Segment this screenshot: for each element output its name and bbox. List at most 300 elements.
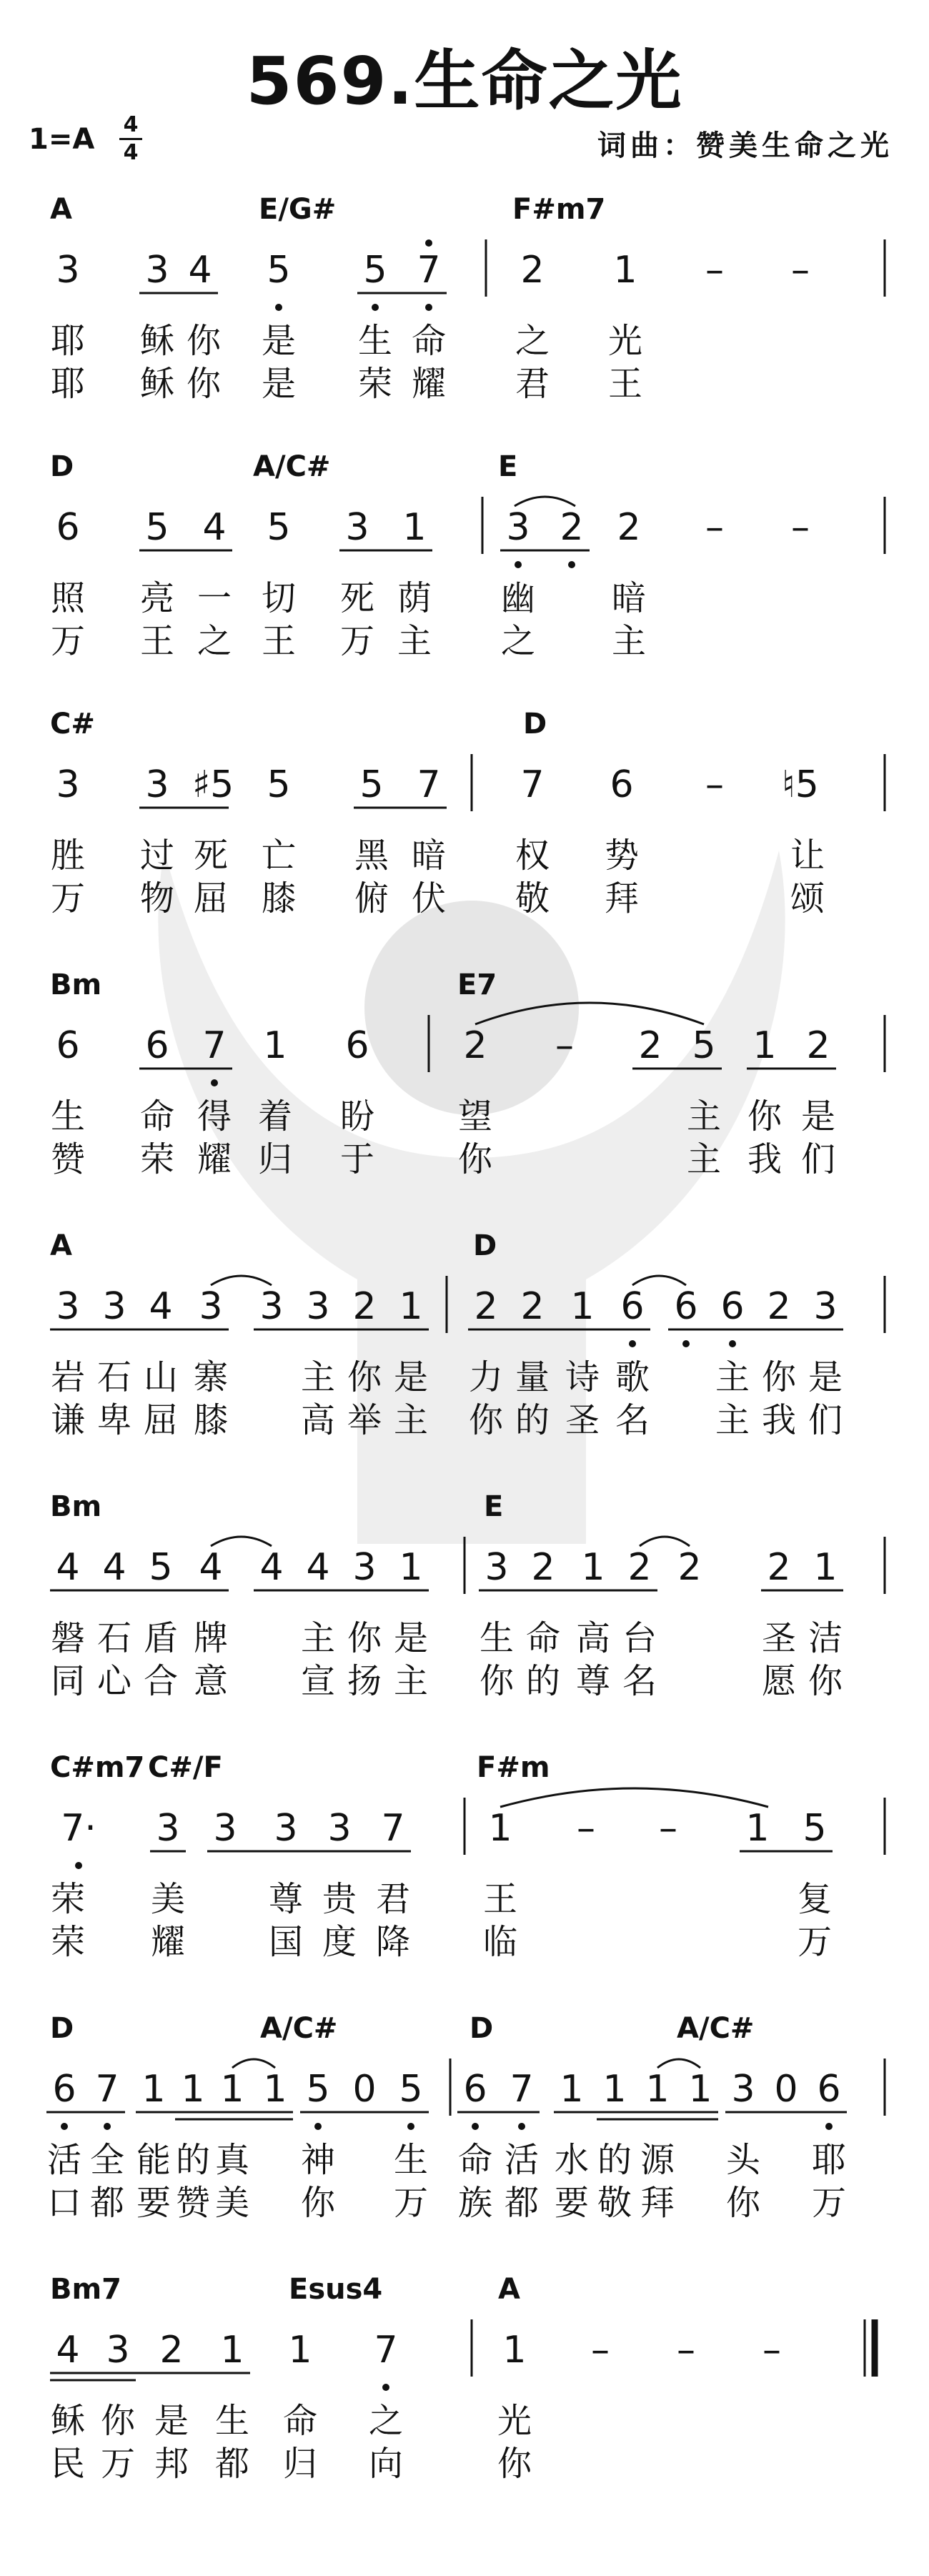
note: 5 <box>145 506 169 549</box>
lyric-verse-2: 要 <box>136 2183 171 2223</box>
lyric-verse-2: 膝 <box>193 1400 228 1440</box>
note: 2 <box>677 1546 702 1589</box>
lyric-verse-2: 你 <box>808 1661 843 1701</box>
lyric-verse-2: 邦 <box>154 2444 189 2484</box>
note: 2 <box>463 1024 487 1067</box>
chord-symbol: F#m <box>477 1751 550 1784</box>
lyric-verse-1: 暗 <box>611 578 646 618</box>
lyric-verse-1: 生 <box>393 2140 428 2180</box>
note: 4 <box>202 506 227 549</box>
lyric-verse-1: 权 <box>515 836 550 876</box>
lyric-verse-2: 物 <box>139 878 174 918</box>
note: 6 <box>463 2068 487 2111</box>
note: – <box>591 2329 610 2372</box>
note: 1 <box>488 1807 512 1850</box>
chord-symbol: A/C# <box>253 450 331 483</box>
note: 6 <box>345 1024 369 1067</box>
lyric-verse-2: 荣 <box>50 1922 85 1962</box>
lyric-verse-2: 耶 <box>50 364 85 404</box>
note: ♮5 <box>782 763 819 806</box>
note: 2 <box>520 1285 545 1328</box>
lyric-verse-2: 度 <box>322 1922 357 1962</box>
lyric-verse-1: 是 <box>393 1618 428 1658</box>
note: 5 <box>267 763 291 806</box>
lyric-verse-1: 势 <box>604 836 639 876</box>
note: 5 <box>306 2068 330 2111</box>
lyric-verse-1: 活 <box>46 2140 81 2180</box>
lyric-verse-2: 归 <box>282 2444 317 2484</box>
lyric-verse-2: 合 <box>143 1661 178 1701</box>
chord-symbol: D <box>470 2012 494 2045</box>
note: 1 <box>813 1546 838 1589</box>
lyric-verse-1: 生 <box>50 1096 85 1136</box>
lyric-verse-1: 你 <box>347 1618 382 1658</box>
note: 3 <box>145 763 169 806</box>
lyric-verse-1: 盼 <box>339 1096 374 1136</box>
lyric-verse-2: 王 <box>261 621 296 661</box>
lyric-verse-2: 颂 <box>790 878 825 918</box>
note: 1 <box>745 1807 770 1850</box>
note: – <box>659 1807 677 1850</box>
note: 7· <box>61 1807 96 1850</box>
lyric-verse-1: 是 <box>154 2401 189 2441</box>
note: 7 <box>510 2068 534 2111</box>
lyric-verse-1: 主 <box>715 1357 750 1397</box>
note: 5 <box>149 1546 173 1589</box>
lyric-verse-2: 降 <box>375 1922 410 1962</box>
lyric-verse-2: 俯 <box>354 878 389 918</box>
note: 7 <box>202 1024 227 1067</box>
note: 2 <box>638 1024 662 1067</box>
lyric-verse-1: 稣 <box>139 321 174 361</box>
lyric-verse-2: 们 <box>808 1400 843 1440</box>
note: 2 <box>352 1285 377 1328</box>
low-octave-dot <box>275 304 282 311</box>
lyric-verse-1: 石 <box>96 1618 131 1658</box>
note: ♯5 <box>192 763 234 806</box>
note: 6 <box>720 1285 745 1328</box>
lyric-verse-2: 屈 <box>143 1400 178 1440</box>
note: – <box>577 1807 595 1850</box>
lyric-verse-2: 卑 <box>96 1400 131 1440</box>
lyric-verse-1: 命 <box>139 1096 174 1136</box>
lyric-verse-1: 源 <box>640 2140 675 2180</box>
low-octave-dot <box>515 561 522 568</box>
low-octave-dot <box>372 304 379 311</box>
lyric-verse-2: 扬 <box>347 1661 382 1701</box>
lyric-verse-1: 王 <box>482 1879 517 1919</box>
lyric-verse-1: 全 <box>89 2140 124 2180</box>
lyric-verse-1: 荫 <box>397 578 432 618</box>
lyric-verse-1: 之 <box>368 2401 403 2441</box>
slur <box>515 497 575 506</box>
lyric-verse-1: 你 <box>761 1357 796 1397</box>
lyric-verse-2: 万 <box>797 1922 832 1962</box>
note: 2 <box>520 249 545 292</box>
note: 1 <box>581 1546 605 1589</box>
lyric-verse-1: 是 <box>261 321 296 361</box>
lyric-verse-1: 幽 <box>500 578 535 618</box>
lyric-verse-2: 主 <box>393 1661 428 1701</box>
note: 5 <box>803 1807 827 1850</box>
lyric-verse-2: 名 <box>615 1400 650 1440</box>
lyric-verse-2: 们 <box>800 1139 835 1179</box>
note: 3 <box>106 2329 130 2372</box>
chord-symbol: A/C# <box>677 2012 755 2045</box>
lyric-verse-2: 万 <box>811 2183 846 2223</box>
slur <box>211 1537 272 1546</box>
lyric-verse-1: 耶 <box>811 2140 846 2180</box>
note: 3 <box>213 1807 237 1850</box>
chord-symbol: D <box>523 708 547 740</box>
lyric-verse-1: 是 <box>393 1357 428 1397</box>
note: 5 <box>363 249 387 292</box>
note: 0 <box>774 2068 798 2111</box>
lyric-verse-1: 光 <box>497 2401 532 2441</box>
lyric-verse-2: 王 <box>139 621 174 661</box>
lyric-verse-1: 美 <box>150 1879 185 1919</box>
lyric-verse-1: 得 <box>197 1096 232 1136</box>
lyric-verse-1: 石 <box>96 1357 131 1397</box>
lyric-verse-1: 磐 <box>50 1618 85 1658</box>
note: 1 <box>141 2068 166 2111</box>
lyric-verse-2: 都 <box>214 2444 249 2484</box>
lyric-verse-2: 之 <box>197 621 232 661</box>
lyric-verse-2: 万 <box>339 621 374 661</box>
low-octave-dot <box>382 2384 389 2391</box>
note: 6 <box>52 2068 76 2111</box>
note: 2 <box>627 1546 652 1589</box>
note: 1 <box>502 2329 527 2372</box>
low-octave-dot <box>407 2123 414 2130</box>
lyric-verse-1: 圣 <box>761 1618 796 1658</box>
lyric-verse-2: 万 <box>50 621 85 661</box>
lyric-verse-1: 你 <box>347 1357 382 1397</box>
note: 1 <box>399 1285 423 1328</box>
chord-symbol: E <box>498 450 518 483</box>
chord-symbol: E/G# <box>259 193 337 226</box>
chord-symbol: Esus4 <box>289 2273 383 2306</box>
lyric-verse-2: 你 <box>497 2444 532 2484</box>
low-octave-dot <box>61 2123 68 2130</box>
lyric-verse-2: 你 <box>300 2183 335 2223</box>
note: 4 <box>188 249 212 292</box>
lyric-verse-1: 的 <box>597 2140 632 2180</box>
note: – <box>705 763 724 806</box>
lyric-verse-2: 伏 <box>411 878 446 918</box>
lyric-verse-2: 主 <box>686 1139 721 1179</box>
lyric-verse-2: 都 <box>89 2183 124 2223</box>
lyric-verse-1: 生 <box>357 321 392 361</box>
lyric-verse-1: 牌 <box>193 1618 228 1658</box>
note: 7 <box>374 2329 398 2372</box>
lyric-verse-1: 亮 <box>139 578 174 618</box>
note: 0 <box>352 2068 377 2111</box>
note: – <box>791 506 810 549</box>
note: 4 <box>102 1546 126 1589</box>
low-octave-dot <box>104 2123 111 2130</box>
low-octave-dot <box>425 304 432 311</box>
lyric-verse-2: 主 <box>397 621 432 661</box>
lyric-verse-1: 台 <box>622 1618 657 1658</box>
high-octave-dot <box>425 239 432 247</box>
note: 7 <box>417 763 441 806</box>
lyric-verse-2: 你 <box>479 1661 514 1701</box>
note: 3 <box>485 1546 509 1589</box>
note: 6 <box>56 1024 80 1067</box>
lyric-verse-2: 主 <box>611 621 646 661</box>
lyric-verse-1: 胜 <box>50 836 85 876</box>
note: 3 <box>327 1807 352 1850</box>
lyric-verse-2: 归 <box>257 1139 292 1179</box>
lyric-verse-2: 临 <box>482 1922 517 1962</box>
lyric-verse-2: 民 <box>50 2444 85 2484</box>
lyric-verse-2: 主 <box>393 1400 428 1440</box>
lyric-verse-1: 光 <box>607 321 642 361</box>
lyric-verse-2: 名 <box>622 1661 657 1701</box>
lyric-verse-2: 你 <box>186 364 221 404</box>
note: 3 <box>506 506 530 549</box>
lyric-verse-1: 君 <box>375 1879 410 1919</box>
low-octave-dot <box>682 1340 690 1347</box>
chord-symbol: D <box>473 1229 497 1262</box>
note: 6 <box>674 1285 698 1328</box>
lyric-verse-1: 你 <box>186 321 221 361</box>
lyric-verse-2: 你 <box>725 2183 760 2223</box>
note: 1 <box>613 249 637 292</box>
note: 3 <box>156 1807 180 1850</box>
chord-symbol: A <box>50 193 72 226</box>
note: 4 <box>56 2329 80 2372</box>
note: 5 <box>267 506 291 549</box>
note: 2 <box>159 2329 184 2372</box>
slur <box>657 2059 700 2068</box>
note: 6 <box>145 1024 169 1067</box>
note: 3 <box>259 1285 284 1328</box>
lyric-verse-2: 尊 <box>575 1661 610 1701</box>
note: 6 <box>817 2068 841 2111</box>
note: 4 <box>56 1546 80 1589</box>
note: 1 <box>288 2329 312 2372</box>
lyric-verse-2: 族 <box>457 2183 492 2223</box>
lyric-verse-1: 命 <box>525 1618 560 1658</box>
low-octave-dot <box>75 1862 82 1869</box>
lyric-verse-2: 膝 <box>261 878 296 918</box>
note: 1 <box>263 1024 287 1067</box>
lyric-verse-2: 王 <box>607 364 642 404</box>
note: 3 <box>274 1807 298 1850</box>
chord-symbol: A <box>50 1229 72 1262</box>
lyric-verse-2: 赞 <box>175 2183 210 2223</box>
lyric-verse-1: 过 <box>139 836 174 876</box>
note: 7 <box>520 763 545 806</box>
lyric-verse-1: 命 <box>282 2401 317 2441</box>
lyric-verse-2: 宣 <box>300 1661 335 1701</box>
chord-symbol: C# <box>50 708 95 740</box>
note: 5 <box>359 763 384 806</box>
lyric-verse-2: 赞 <box>50 1139 85 1179</box>
lyric-verse-1: 真 <box>214 2140 249 2180</box>
lyric-verse-1: 着 <box>257 1096 292 1136</box>
lyric-verse-1: 一 <box>197 578 232 618</box>
chord-symbol: F#m7 <box>512 193 606 226</box>
note: – <box>555 1024 574 1067</box>
lyric-verse-2: 美 <box>214 2183 249 2223</box>
note: 3 <box>56 1285 80 1328</box>
note: 3 <box>731 2068 755 2111</box>
lyric-verse-2: 敬 <box>515 878 550 918</box>
lyric-verse-1: 活 <box>504 2140 539 2180</box>
lyric-verse-1: 切 <box>261 578 296 618</box>
lyric-verse-2: 拜 <box>640 2183 675 2223</box>
chord-symbol: C#/F <box>148 1751 223 1784</box>
note: – <box>762 2329 781 2372</box>
lyric-verse-2: 举 <box>347 1400 382 1440</box>
lyric-verse-1: 寨 <box>193 1357 228 1397</box>
low-octave-dot <box>729 1340 736 1347</box>
lyric-verse-1: 命 <box>411 321 446 361</box>
lyric-verse-2: 拜 <box>604 878 639 918</box>
low-octave-dot <box>211 1079 218 1086</box>
slur <box>232 2059 275 2068</box>
note: 2 <box>767 1546 791 1589</box>
lyric-verse-2: 万 <box>50 878 85 918</box>
note: – <box>677 2329 695 2372</box>
lyric-verse-2: 于 <box>339 1139 374 1179</box>
lyric-verse-2: 高 <box>300 1400 335 1440</box>
lyric-verse-2: 敬 <box>597 2183 632 2223</box>
lyric-verse-2: 稣 <box>139 364 174 404</box>
key-signature: 1=A <box>29 123 95 156</box>
lyric-verse-1: 黑 <box>354 836 389 876</box>
note: – <box>791 249 810 292</box>
lyric-verse-2: 我 <box>747 1139 782 1179</box>
lyric-verse-1: 之 <box>515 321 550 361</box>
lyric-verse-2: 荣 <box>357 364 392 404</box>
note: 3 <box>102 1285 126 1328</box>
note: – <box>705 249 724 292</box>
lyric-verse-1: 主 <box>300 1357 335 1397</box>
lyric-verse-2: 向 <box>368 2444 403 2484</box>
note: 1 <box>181 2068 205 2111</box>
lyric-verse-1: 歌 <box>615 1357 650 1397</box>
note: 6 <box>620 1285 645 1328</box>
lyric-verse-1: 让 <box>790 836 825 876</box>
note: 7 <box>417 249 441 292</box>
note: 5 <box>692 1024 716 1067</box>
low-octave-dot <box>518 2123 525 2130</box>
slur <box>632 1276 686 1285</box>
lyric-verse-1: 的 <box>175 2140 210 2180</box>
note: 4 <box>149 1285 173 1328</box>
lyric-verse-2: 之 <box>500 621 535 661</box>
note: 2 <box>474 1285 498 1328</box>
low-octave-dot <box>629 1340 636 1347</box>
lyric-verse-2: 你 <box>468 1400 503 1440</box>
lyric-verse-1: 高 <box>575 1618 610 1658</box>
lyric-verse-1: 照 <box>50 578 85 618</box>
time-signature-bottom: 4 <box>123 140 139 165</box>
lyric-verse-1: 暗 <box>411 836 446 876</box>
lyric-verse-2: 要 <box>554 2183 589 2223</box>
song-credit: 词曲：赞美生命之光 <box>597 129 893 162</box>
note: 1 <box>402 506 427 549</box>
lyric-verse-2: 主 <box>715 1400 750 1440</box>
note: 6 <box>56 506 80 549</box>
note: 1 <box>220 2068 244 2111</box>
lyric-verse-1: 望 <box>457 1096 492 1136</box>
lyric-verse-1: 尊 <box>268 1879 303 1919</box>
lyric-verse-1: 盾 <box>143 1618 178 1658</box>
lyric-verse-2: 君 <box>515 364 550 404</box>
lyric-verse-1: 你 <box>100 2401 135 2441</box>
note: 1 <box>570 1285 595 1328</box>
note: 7 <box>95 2068 119 2111</box>
lyric-verse-1: 量 <box>515 1357 550 1397</box>
chord-symbol: C#m7 <box>50 1751 145 1784</box>
lyric-verse-1: 生 <box>479 1618 514 1658</box>
note: 4 <box>259 1546 284 1589</box>
chord-symbol: D <box>50 450 74 483</box>
note: 1 <box>263 2068 287 2111</box>
slur <box>211 1276 272 1285</box>
note: 2 <box>531 1546 555 1589</box>
chord-symbol: D <box>50 2012 74 2045</box>
lyric-verse-2: 耀 <box>197 1139 232 1179</box>
note: – <box>705 506 724 549</box>
lyric-verse-1: 主 <box>686 1096 721 1136</box>
page-title: 569.生命之光 <box>246 43 683 119</box>
lyric-verse-1: 死 <box>193 836 228 876</box>
note: 3 <box>345 506 369 549</box>
lyric-verse-1: 神 <box>300 2140 335 2180</box>
slur <box>640 1537 690 1546</box>
lyric-verse-2: 心 <box>96 1661 131 1701</box>
note: 2 <box>806 1024 830 1067</box>
chord-symbol: A/C# <box>260 2012 338 2045</box>
lyric-verse-1: 主 <box>300 1618 335 1658</box>
lyric-verse-1: 岩 <box>50 1357 85 1397</box>
lyric-verse-1: 能 <box>136 2140 171 2180</box>
lyric-verse-2: 口 <box>46 2183 81 2223</box>
low-octave-dot <box>568 561 575 568</box>
lyric-verse-1: 死 <box>339 578 374 618</box>
lyric-verse-2: 意 <box>193 1661 228 1701</box>
note: 1 <box>645 2068 670 2111</box>
lyric-verse-2: 屈 <box>193 878 228 918</box>
note: 3 <box>56 249 80 292</box>
note: 2 <box>617 506 641 549</box>
lyric-verse-1: 荣 <box>50 1879 85 1919</box>
chord-symbol: Bm <box>50 969 102 1001</box>
note: 2 <box>767 1285 791 1328</box>
lyric-verse-2: 的 <box>525 1661 560 1701</box>
lyric-verse-2: 我 <box>761 1400 796 1440</box>
lyric-verse-2: 圣 <box>565 1400 600 1440</box>
lyric-verse-2: 万 <box>393 2183 428 2223</box>
chord-symbol: Bm <box>50 1490 102 1523</box>
lyric-verse-1: 生 <box>214 2401 249 2441</box>
lyric-verse-2: 都 <box>504 2183 539 2223</box>
note: 1 <box>688 2068 712 2111</box>
note: 1 <box>220 2329 244 2372</box>
note: 4 <box>199 1546 223 1589</box>
lyric-verse-1: 贵 <box>322 1879 357 1919</box>
lyric-verse-1: 命 <box>457 2140 492 2180</box>
note: 3 <box>813 1285 838 1328</box>
lyric-verse-1: 洁 <box>808 1618 843 1658</box>
lyric-verse-1: 水 <box>554 2140 589 2180</box>
